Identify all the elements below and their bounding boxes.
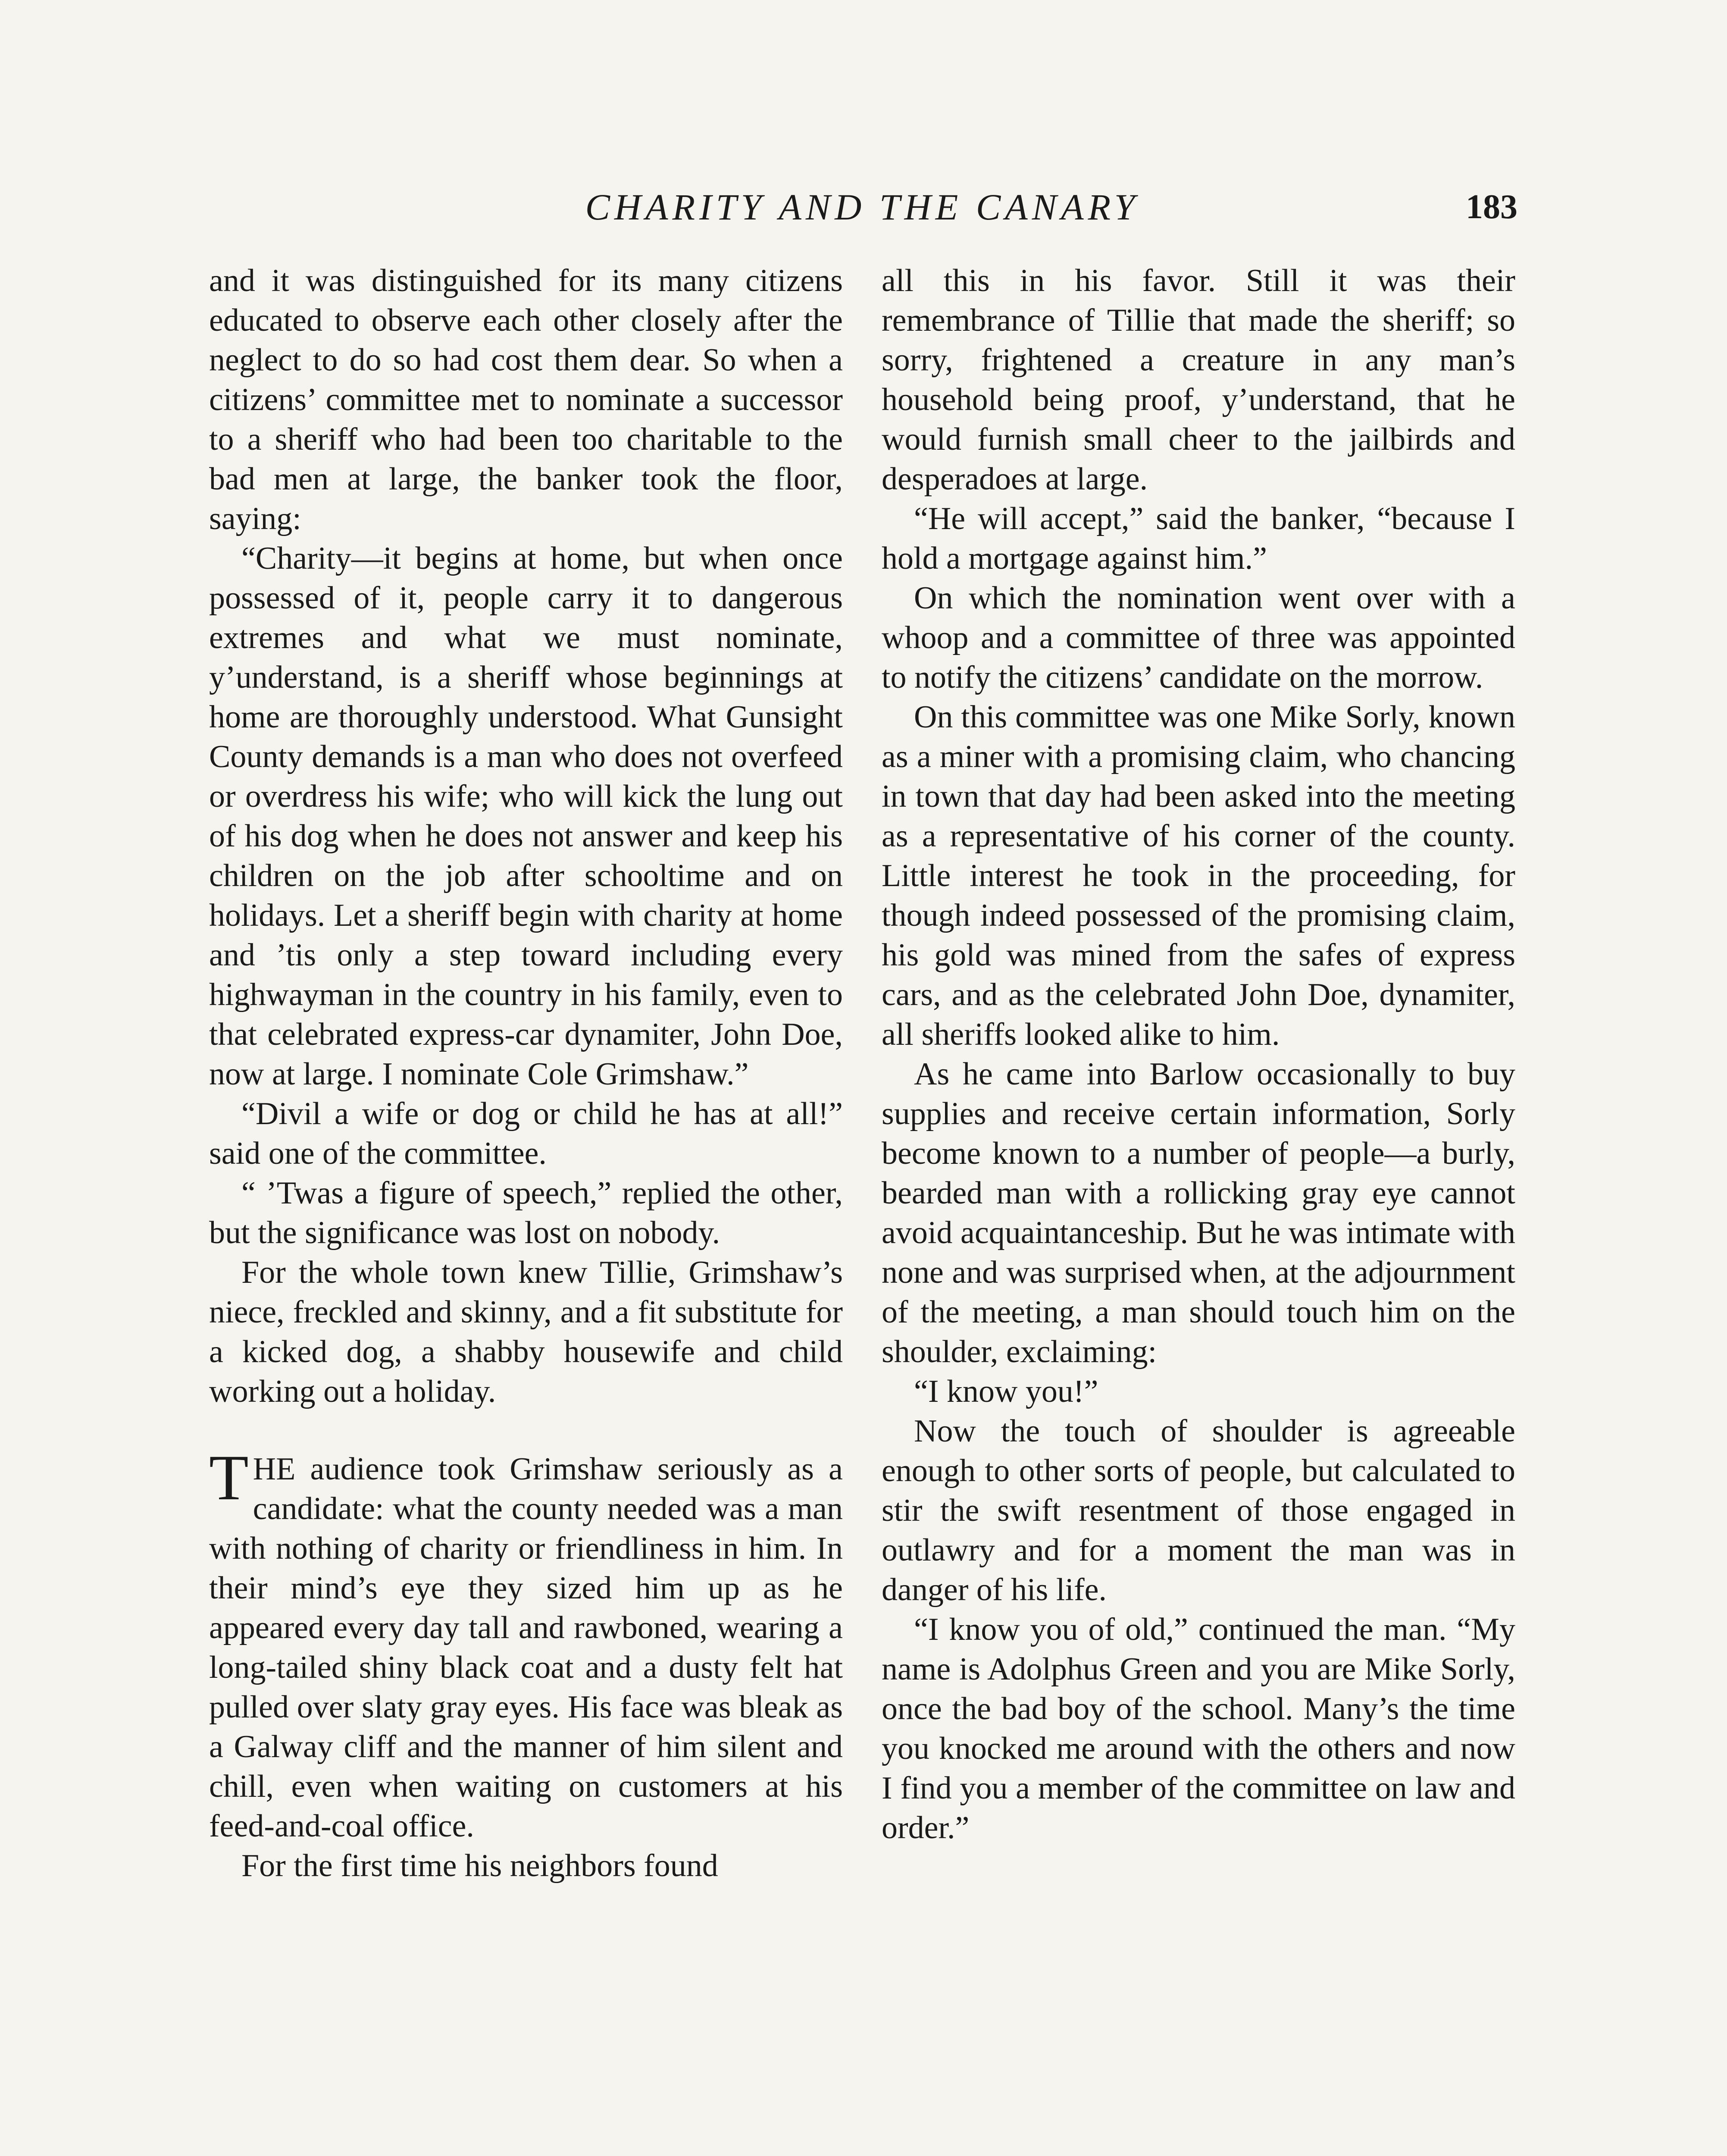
page-header: [207, 183, 1517, 231]
paragraph: Now the touch of shoulder is agreeable enough to other sorts of people, but calculated to stir the swift resentment of those engaged in outlawry and for a moment the man was in danger of his life.: [882, 1413, 1515, 1608]
page-number: 183: [1466, 188, 1517, 226]
section-start-paragraph: [209, 1442, 843, 1846]
paragraph: For the whole town knew Tillie, Grimshaw’s niece, freckled and skinny, and a fit substitute for a kicked dog, a shabby housewife and child working out a holiday.: [209, 1255, 843, 1409]
paragraph: “Charity—it begins at home, but when once possessed of it, people carry it to dangerous extremes and what we must nominate, y’understand, is a sheriff whose beginnings at home are thoroughly understood. What Gunsight County demands is a man who does not overfeed or overdress his wife; who will kick the lung out of his dog when he does not answer and keep his children on the job after schooltime and on holidays. Let a sheriff begin with charity at home and ’tis only a step toward including every highwayman in the country in his family, even to that celebrated express-car dynamiter, John Doe, now at large. I nominate Cole Grimshaw.”: [209, 541, 843, 1092]
paragraph: all this in his favor. Still it was their remembrance of Tillie that made the sheriff; so sorry, frightened a creature in any man’s household being proof, y’understand, that he would furnish small cheer to the jailbirds and desperadoes at large.: [882, 263, 1515, 497]
paragraph: “Divil a wife or dog or child he has at all!” said one of the committee.: [209, 1096, 843, 1171]
paragraph: “I know you of old,” continued the man. “My name is Adolphus Green and you are Mike Sorly, once the bad boy of the school. Many’s the time you knocked me around with the others and now I find you a member of the committee on law and order.”: [882, 1612, 1515, 1846]
paragraph-text: HE audience took Grimshaw seriously as a candidate: what the county needed was a man with nothing of charity or friendliness in him. In their mind’s eye they sized him up as he appeared every day tall and rawboned, wearing a long-tailed shiny black coat and a dusty felt hat pulled over slaty gray eyes. His face was bleak as a Galway cliff and the manner of him silent and chill, even when waiting on customers at his feed-and-coal office.: [209, 1451, 843, 1844]
paragraph: “I know you!”: [914, 1374, 1098, 1409]
left-column: [209, 261, 843, 2156]
paragraph: For the first time his neighbors found: [241, 1848, 718, 1883]
paragraph: “ ’Twas a figure of speech,” replied the other, but the significance was lost on nobody.: [209, 1175, 843, 1250]
paragraph: “He will accept,” said the banker, “because I hold a mortgage against him.”: [882, 501, 1515, 576]
paragraph: On this committee was one Mike Sorly, known as a miner with a promising claim, who chancing in town that day had been asked into the meeting as a representative of his corner of the county. Little interest he took in the proceeding, for though indeed possessed of the promising claim, his gold was mined from the safes of express cars, and as the celebrated John Doe, dynamiter, all sheriffs looked alike to him.: [882, 699, 1515, 1052]
right-column: [882, 261, 1515, 2156]
paragraph: As he came into Barlow occasionally to buy supplies and receive certain information, Sorly become known to a number of people—a burly, bearded man with a rollicking gray eye cannot avoid acquaintanceship. But he was intimate with none and was surprised when, at the adjournment of the meeting, a man should touch him on the shoulder, exclaiming:: [882, 1056, 1515, 1369]
paragraph: On which the nomination went over with a whoop and a committee of three was appointed to notify the citizens’ candidate on the morrow.: [882, 580, 1515, 695]
running-title: CHARITY AND THE CANARY: [585, 186, 1139, 228]
paragraph: and it was distinguished for its many citizens educated to observe each other closely after the neglect to do so had cost them dear. So when a citizens’ committee met to nominate a successor to a sheriff who had been too charitable to the bad men at large, the banker took the floor, saying:: [209, 263, 843, 536]
drop-cap: T: [209, 1442, 249, 1514]
